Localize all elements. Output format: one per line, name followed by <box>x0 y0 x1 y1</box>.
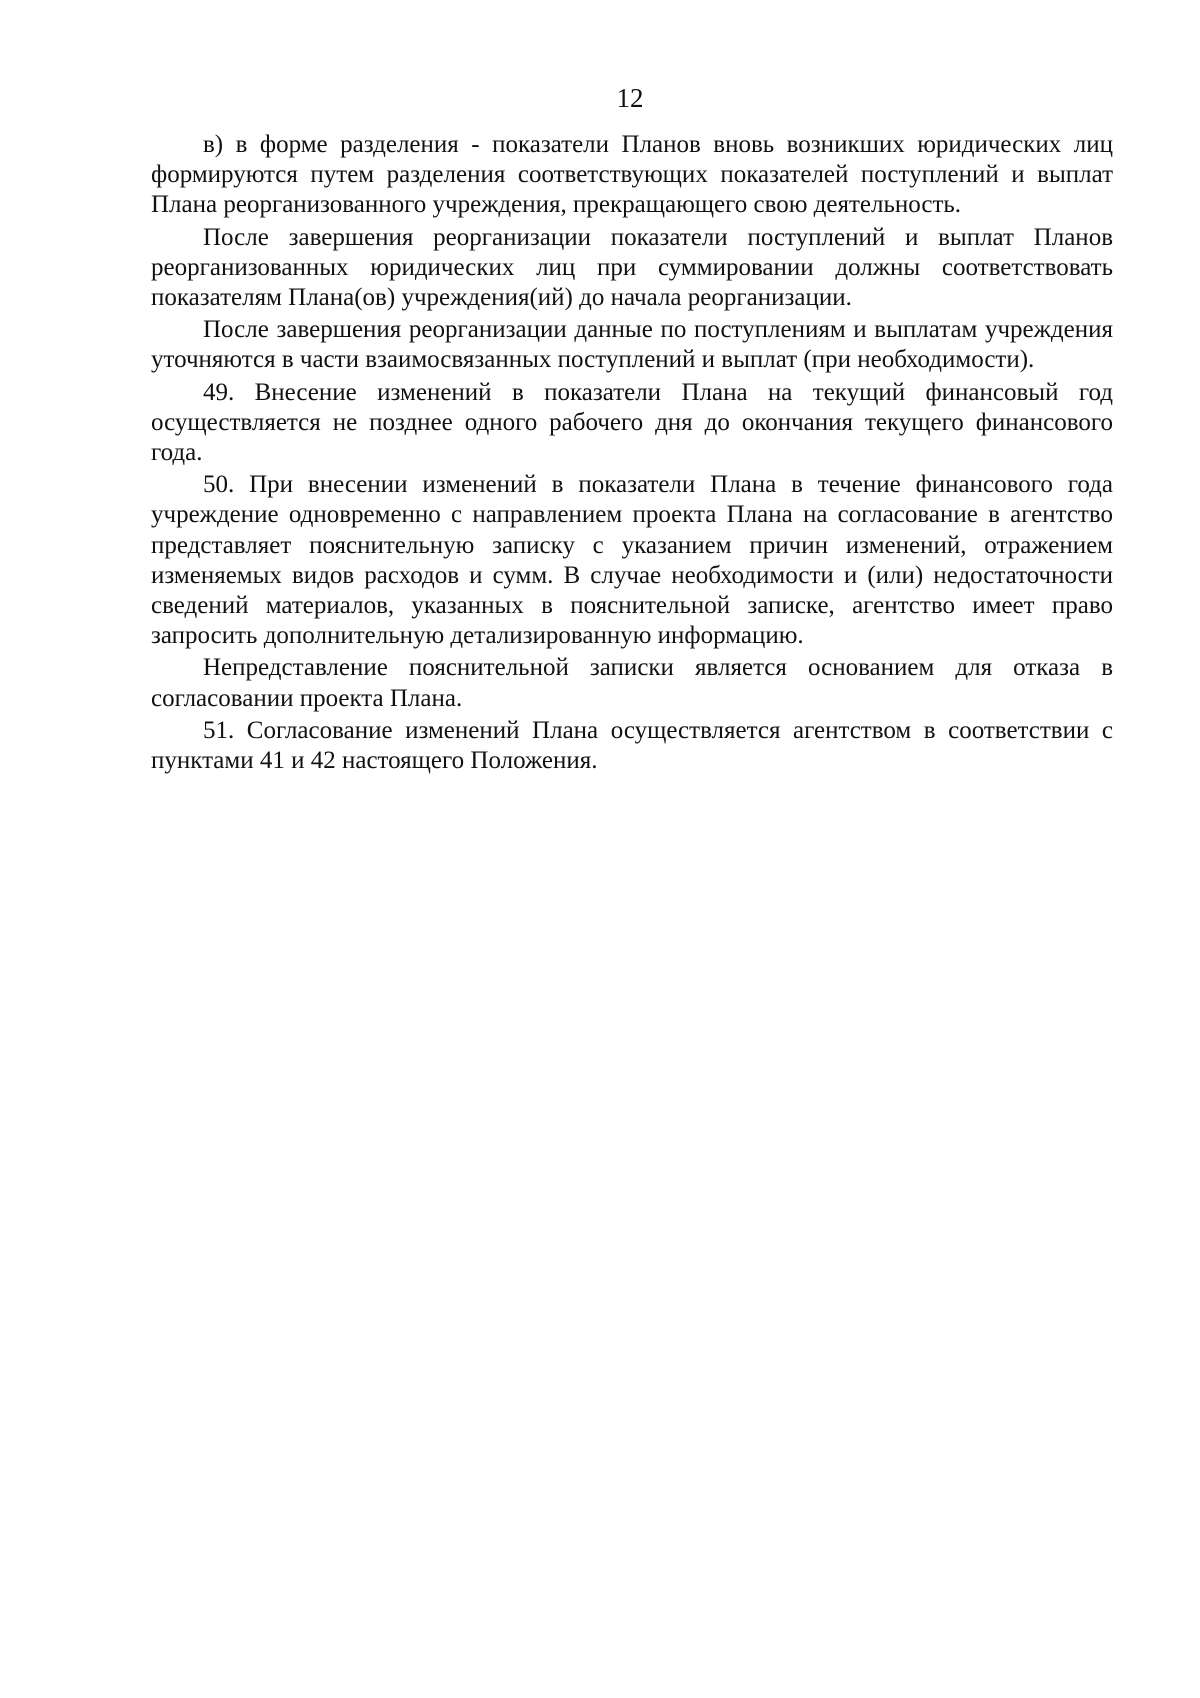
paragraph-after-reorganization-clarification: После завершения реорганизации данные по поступлениям и выплатам учреждения уточняются в части взаимосвязанных поступлений и выплат (при необходимости). <box>151 316 1113 374</box>
page-number: 12 <box>616 83 644 113</box>
paragraph-item-51: 51. Согласование изменений Плана осуществляется агентством в соответствии с пунктами 41 и 42 настоящего Положения. <box>151 716 1113 775</box>
paragraph-separation-form: в) в форме разделения - показатели Планов вновь возникших юридических лиц формируются путем разделения соответствующих показателей поступлений и выплат Плана реорганизованного учреждения, прекращающего свою деятельность. <box>151 131 1113 219</box>
paragraph-item-49: 49. Внесение изменений в показатели Плана на текущий финансовый год осуществляется не позднее одного рабочего дня до окончания текущего финансового года. <box>151 378 1113 467</box>
paragraph-after-reorganization-totals: После завершения реорганизации показатели поступлений и выплат Планов реорганизованных юридических лиц при суммировании должны соответствовать показателям Плана(ов) учреждения(ий) до начала реорганизации. <box>151 223 1113 312</box>
paragraph-item-50: 50. При внесении изменений в показатели Плана в течение финансового года учреждение одновременно с направлением проекта Плана на согласование в агентство представляет пояснительную записку с указанием причин изменений, отражением изменяемых видов расходов и сумм. В случае необходимости и (или) недостаточности сведений материалов, указанных в пояснительной записке, агентство имеет право запросить дополнительную детализированную информацию. <box>151 471 1113 650</box>
document-body <box>151 130 1113 778</box>
paragraph-refusal-grounds: Непредставление пояснительной записки является основанием для отказа в согласовании проекта Плана. <box>151 654 1113 712</box>
